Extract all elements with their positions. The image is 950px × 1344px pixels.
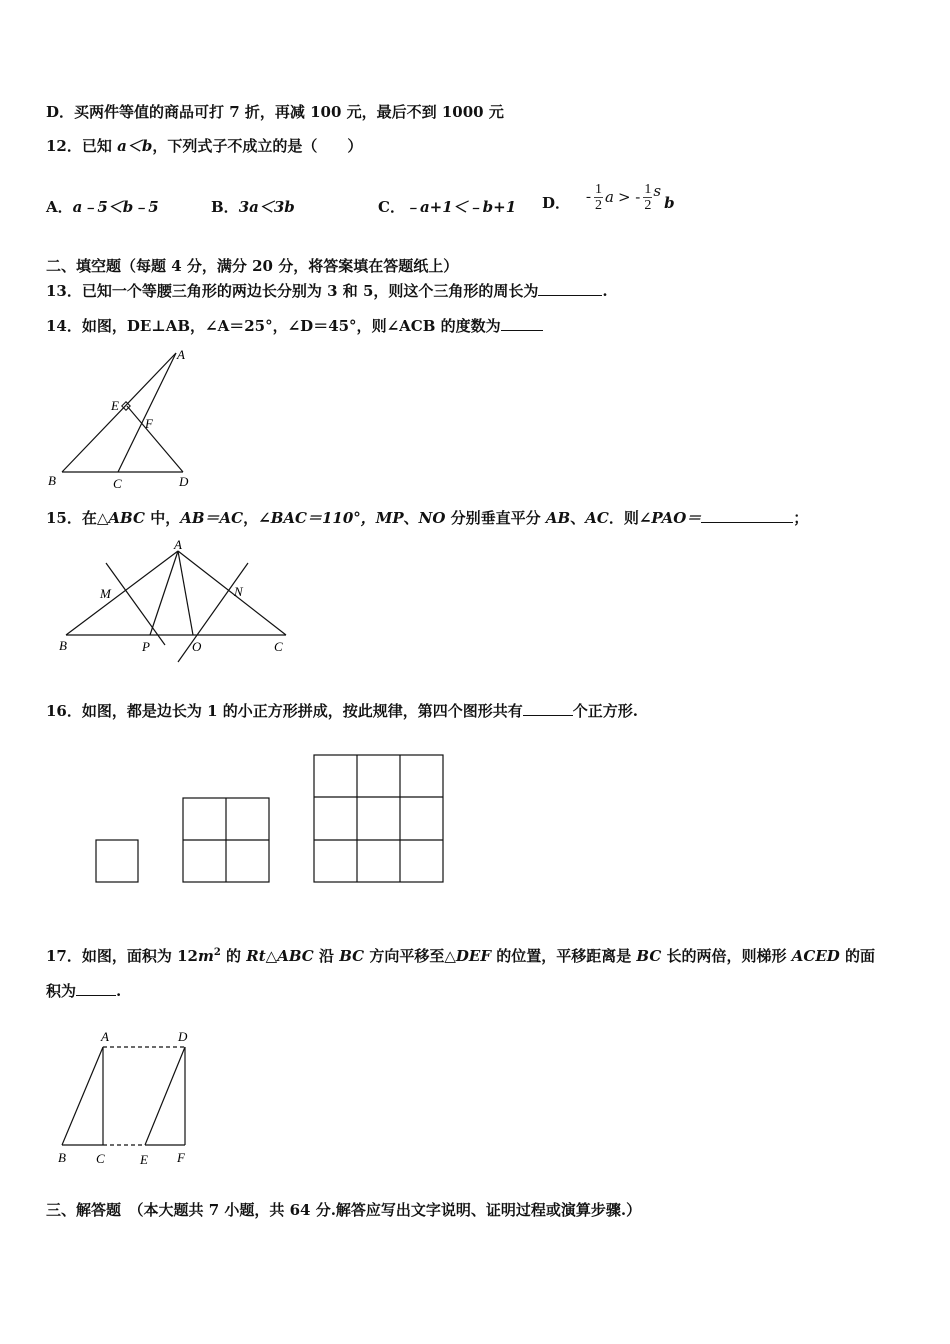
q12-stem-prefix: 12．已知 [46, 137, 118, 155]
q17-end: . [116, 982, 122, 1000]
q15-text-b: ABC [108, 509, 145, 527]
q17-text-l: 的面 [839, 947, 876, 965]
q14-figure [40, 345, 210, 495]
q17-text-g: DEF [455, 947, 491, 965]
q16-pattern-2 [183, 798, 269, 882]
q17-label-a: A [101, 1029, 109, 1044]
q15-line-ap [150, 551, 178, 635]
q11-option-d: D．买两件等值的商品可打 7 折，再减 100 元，最后不到 1000 元 [46, 103, 504, 121]
q17-text-h: 的位置，平移距离是 [490, 947, 637, 965]
q15-text-i: 分别垂直平分 [445, 509, 546, 527]
q15-line-ao [178, 551, 193, 635]
q12-option-c [378, 197, 516, 217]
q13-end: . [602, 282, 608, 300]
q15-label-o: O [192, 639, 202, 654]
q15-text-m: ．则∠ [608, 509, 652, 527]
q17-text-b: 的 [220, 947, 247, 965]
q12-option-a [46, 197, 159, 217]
q15-text-g: 、 [403, 509, 419, 527]
q14-line-ba [62, 353, 176, 472]
q14-stem [46, 316, 543, 336]
q17-text-i: BC [636, 947, 662, 965]
q12-option-d-op: > - [617, 188, 641, 206]
q17-text-k: ACED [791, 947, 840, 965]
q17-label-c: C [96, 1151, 105, 1166]
q16-text-b: 个正方形. [572, 702, 638, 720]
q15-end: ； [793, 509, 809, 527]
q16-text-a: 16．如图，都是边长为 1 的小正方形拼成，按此规律，第四个图形共有 [46, 702, 523, 720]
q13-answer-blank[interactable] [538, 281, 602, 296]
q15-answer-blank[interactable] [701, 508, 793, 523]
q14-label-a: A [177, 347, 185, 362]
q15-figure [50, 535, 300, 667]
section2-title: 二、填空题（每题 4 分，满分 20 分，将答案填在答题纸上） [46, 257, 459, 275]
q16-answer-blank[interactable] [523, 701, 573, 716]
q14-label-b: B [48, 473, 56, 488]
q12-option-c-label: C． [378, 198, 405, 216]
q17-stem-line1 [46, 943, 875, 966]
q17-answer-blank[interactable] [76, 981, 116, 996]
q15-text-k: 、 [570, 509, 586, 527]
q12-option-b-text: 3a＜3b [238, 198, 295, 216]
q12-option-d-var2: s [653, 182, 662, 200]
q17-text-e: BC [339, 947, 365, 965]
q12-option-d-fraction1 [594, 182, 603, 213]
q12-stem-suffix: ，下列式子不成立的是（ ） [152, 137, 363, 155]
q15-text-h: NO [418, 509, 446, 527]
q17-label-f: F [177, 1150, 185, 1165]
q17-text-d: 沿 [313, 947, 340, 965]
q15-text-n: PAO＝ [651, 509, 702, 527]
q17-line-ba [62, 1047, 103, 1145]
q15-label-p: P [142, 639, 150, 654]
q12-option-b-label: B． [211, 198, 239, 216]
q14-label-c: C [113, 476, 122, 491]
q12-option-d-minus: - [586, 189, 592, 205]
q17-text-j: 长的两倍，则梯形 [661, 947, 792, 965]
q12-option-d [542, 172, 675, 222]
q16-figure [90, 750, 450, 890]
q17-line-ed [145, 1047, 185, 1145]
q12-option-d-num1: 1 [595, 181, 603, 197]
q15-text-f: BAC＝110°，MP [270, 509, 404, 527]
q14-label-d: D [179, 474, 189, 489]
q15-text-e: ，∠ [243, 509, 271, 527]
q13-stem [46, 281, 608, 301]
q17-text-a: 17．如图，面积为 12 [46, 947, 198, 965]
q12-stem-cond: a＜b [117, 137, 153, 155]
q12-option-a-text: a﹣5＜b﹣5 [72, 198, 159, 216]
q15-label-a: A [174, 537, 182, 552]
q15-text-l: AC [585, 509, 609, 527]
q12-option-d-label: D． [542, 194, 571, 212]
q17-text-m: m [197, 947, 214, 965]
q14-label-f: F [145, 416, 153, 431]
q15-text-j: AB [545, 509, 571, 527]
q15-stem [46, 508, 808, 528]
q15-label-b: B [59, 638, 67, 653]
q15-label-m: M [100, 586, 111, 601]
q12-option-d-den1: 2 [595, 197, 603, 213]
q15-line-ac [178, 551, 286, 635]
q17-line2: 积为 [46, 982, 77, 1000]
q17-text-f: 方向平移至△ [364, 947, 456, 965]
q12-option-b [211, 197, 295, 217]
q12-option-c-text: ﹣a+1＜﹣b+1 [404, 198, 517, 216]
q17-label-e: E [140, 1152, 148, 1167]
q14-answer-blank[interactable] [501, 316, 543, 331]
q12-option-d-var1: a [605, 188, 614, 206]
q15-label-c: C [274, 639, 283, 654]
q12-option-a-label: A． [46, 198, 73, 216]
q16-pattern-1 [96, 840, 138, 882]
q15-text-c: 中， [144, 509, 181, 527]
q12-option-d-num2: 1 [644, 181, 652, 197]
q14-label-e: E [111, 398, 119, 413]
q17-text-sup: 2 [213, 947, 221, 958]
q17-figure [50, 1025, 210, 1175]
q14-line-ed [127, 406, 183, 472]
q17-label-b: B [58, 1150, 66, 1165]
q15-text-d: AB＝AC [180, 509, 244, 527]
q12-stem [46, 136, 362, 156]
q14-text: 14．如图，DE⊥AB，∠A＝25°，∠D＝45°，则∠ACB 的度数为 [46, 317, 501, 335]
q15-line-ab [66, 551, 178, 635]
q17-stem-line2 [46, 981, 121, 1001]
q15-text-a: 15．在△ [46, 509, 109, 527]
q12-option-d-den2: 2 [644, 197, 652, 213]
q17-text-c: Rt△ABC [246, 947, 314, 965]
q12-option-d-fraction2 [643, 182, 652, 213]
section3-title: 三、解答题 （本大题共 7 小题，共 64 分.解答应写出文字说明、证明过程或演算步骤.） [46, 1201, 642, 1219]
q12-option-d-tail: b [664, 194, 675, 212]
q17-label-d: D [178, 1029, 188, 1044]
q15-line-mp [106, 563, 165, 645]
q13-text: 13．已知一个等腰三角形的两边长分别为 3 和 5，则这个三角形的周长为 [46, 282, 539, 300]
q16-stem [46, 701, 638, 721]
q16-pattern-3 [314, 755, 443, 882]
q15-label-n: N [234, 584, 243, 599]
